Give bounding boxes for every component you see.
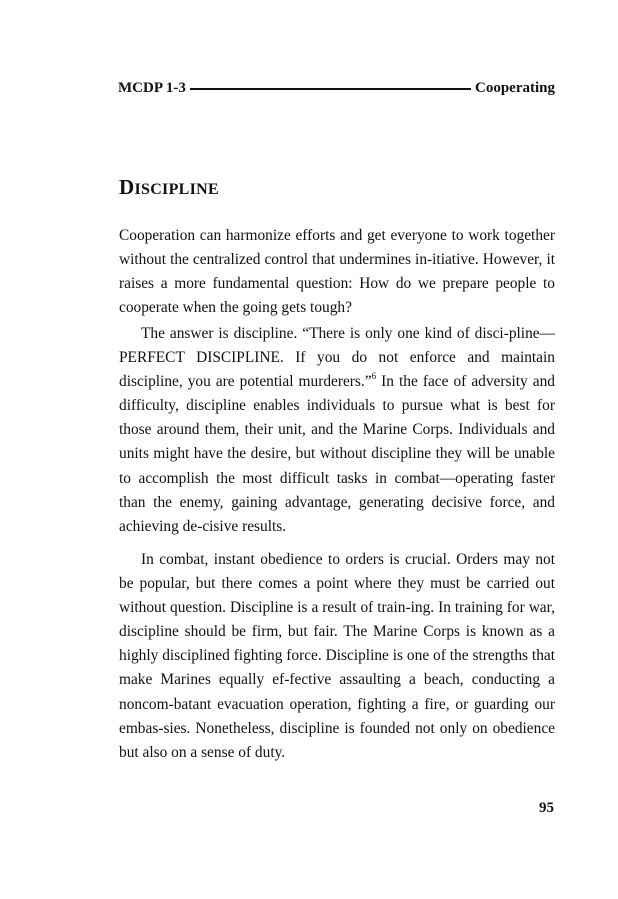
page-number: 95 (539, 800, 554, 816)
section-heading (119, 175, 219, 200)
section-heading-rest: ISCIPLINE (134, 181, 219, 198)
document-id: MCDP 1-3 (118, 79, 186, 96)
section-heading-initial: D (119, 175, 135, 199)
footnote-marker: 6 (371, 371, 377, 382)
paragraph-2 (119, 322, 555, 539)
paragraph-3: In combat, instant obedience to orders is crucial. Orders may not be popular, but there comes a point where they must be carried out without question. Discipline is a result of train-ing. In training for war, discipline should be firm, but fair. The Marine Corps is known as a highly disciplined fighting force. Discipline is one of the strengths that make Marines equally ef-fective assaulting a beach, conducting a noncom-batant evacuation operation, fighting a fire, or guarding our embas-sies. Nonetheless, discipline is founded not only on obedience but also on a sense of duty. (119, 551, 555, 761)
paragraph-2-text-a: The answer is discipline. “There is only one kind of disci-pline—PERFECT DISCIPLINE. If you do not enforce and maintain discipline, you are potential murderers.” (119, 325, 555, 391)
paragraph-1: Cooperation can harmonize efforts and get everyone to work together without the centralized control that undermines in-itiative. However, it raises a more fundamental question: How do we prepare people to cooperate when the going gets tough? (119, 227, 555, 317)
paragraph-2-text-b: In the face of adversity and difficulty, discipline enables individuals to pursue what is best for those around them, their unit, and the Marine Corps. Individuals and units might have the desire, but without discipline they will be unable to accomplish the most difficult tasks in combat—operating faster than the enemy, gaining advantage, generating decisive force, and achieving de-cisive results. (119, 373, 555, 535)
running-header (118, 78, 555, 98)
header-rule (190, 88, 471, 90)
chapter-title: Cooperating (475, 79, 555, 96)
